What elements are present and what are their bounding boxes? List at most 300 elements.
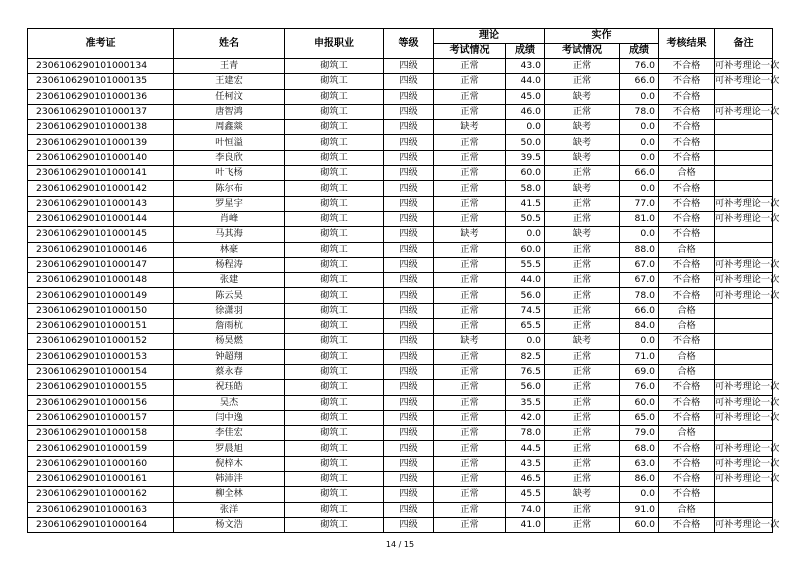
level-cell: 四级 [384,150,434,165]
remark-cell [715,181,773,196]
job-title-cell: 砌筑工 [285,89,384,104]
remark-cell: 可补考理论一次 [715,395,773,410]
remark-cell [715,89,773,104]
practice-status-cell: 正常 [545,349,620,364]
level-cell: 四级 [384,104,434,119]
candidate-id-cell: 2306106290101000145 [28,227,174,242]
candidate-id-cell: 2306106290101000147 [28,257,174,272]
candidate-name-cell: 李良欣 [174,150,285,165]
job-title-cell: 砌筑工 [285,364,384,379]
job-title-cell: 砌筑工 [285,426,384,441]
theory-score-cell: 45.5 [506,487,545,502]
candidate-name-cell: 吴杰 [174,395,285,410]
result-cell: 合格 [659,319,715,334]
level-cell: 四级 [384,288,434,303]
practice-status-cell: 正常 [545,502,620,517]
result-cell: 合格 [659,242,715,257]
theory-status-cell: 正常 [434,426,506,441]
practice-score-cell: 65.0 [620,410,659,425]
theory-status-cell: 正常 [434,380,506,395]
candidate-id-cell: 2306106290101000136 [28,89,174,104]
candidate-id-cell: 2306106290101000157 [28,410,174,425]
practice-score-cell: 67.0 [620,257,659,272]
candidate-name-cell: 闫中逸 [174,410,285,425]
candidate-name-cell: 韩沛沣 [174,472,285,487]
remark-cell [715,334,773,349]
practice-status-cell: 缺考 [545,89,620,104]
table-row [28,456,773,471]
candidate-id-cell: 2306106290101000154 [28,364,174,379]
table-body [28,59,780,533]
candidate-id-cell: 2306106290101000159 [28,441,174,456]
candidate-id-cell: 2306106290101000140 [28,150,174,165]
remark-cell: 可补考理论一次 [715,257,773,272]
practice-status-cell: 正常 [545,395,620,410]
result-cell: 合格 [659,426,715,441]
remark-cell [715,150,773,165]
remark-cell [715,303,773,318]
practice-status-cell: 正常 [545,196,620,211]
candidate-id-cell: 2306106290101000153 [28,349,174,364]
theory-status-cell: 正常 [434,456,506,471]
remark-cell: 可补考理论一次 [715,104,773,119]
practice-status-cell: 缺考 [545,334,620,349]
table-row [28,487,773,502]
theory-status-cell: 正常 [434,74,506,89]
candidate-id-cell: 2306106290101000137 [28,104,174,119]
practice-status-cell: 正常 [545,426,620,441]
theory-score-cell: 35.5 [506,395,545,410]
candidate-name-cell: 杨文浩 [174,517,285,532]
practice-score-cell: 78.0 [620,104,659,119]
practice-score-cell: 71.0 [620,349,659,364]
theory-status-cell: 正常 [434,166,506,181]
candidate-id-cell: 2306106290101000152 [28,334,174,349]
table-row [28,472,773,487]
result-cell: 不合格 [659,89,715,104]
result-cell: 合格 [659,502,715,517]
level-cell: 四级 [384,89,434,104]
practice-status-cell: 正常 [545,303,620,318]
theory-status-cell: 缺考 [434,227,506,242]
candidate-id-cell: 2306106290101000150 [28,303,174,318]
results-table [27,28,780,533]
job-title-cell: 砌筑工 [285,242,384,257]
remark-cell: 可补考理论一次 [715,273,773,288]
table-row [28,502,773,517]
table-row [28,349,773,364]
practice-status-cell: 正常 [545,59,620,74]
theory-score-cell: 41.0 [506,517,545,532]
level-cell: 四级 [384,242,434,257]
result-cell: 不合格 [659,196,715,211]
result-cell: 不合格 [659,517,715,532]
remark-cell [715,487,773,502]
header-theory-status: 考试情况 [434,44,506,59]
level-cell: 四级 [384,364,434,379]
job-title-cell: 砌筑工 [285,196,384,211]
job-title-cell: 砌筑工 [285,517,384,532]
table-row [28,211,773,226]
practice-score-cell: 60.0 [620,395,659,410]
candidate-name-cell: 杨昊燃 [174,334,285,349]
theory-score-cell: 60.0 [506,242,545,257]
table-row [28,364,773,379]
result-cell: 不合格 [659,211,715,226]
practice-status-cell: 缺考 [545,150,620,165]
theory-status-cell: 正常 [434,59,506,74]
theory-score-cell: 78.0 [506,426,545,441]
theory-status-cell: 正常 [434,395,506,410]
table-row [28,257,773,272]
level-cell: 四级 [384,456,434,471]
remark-cell: 可补考理论一次 [715,74,773,89]
practice-status-cell: 缺考 [545,181,620,196]
candidate-id-cell: 2306106290101000142 [28,181,174,196]
job-title-cell: 砌筑工 [285,59,384,74]
level-cell: 四级 [384,334,434,349]
job-title-cell: 砌筑工 [285,120,384,135]
page-number: 14 / 15 [385,540,415,549]
theory-score-cell: 0.0 [506,120,545,135]
job-title-cell: 砌筑工 [285,441,384,456]
theory-score-cell: 50.5 [506,211,545,226]
level-cell: 四级 [384,196,434,211]
theory-status-cell: 缺考 [434,334,506,349]
practice-status-cell: 缺考 [545,487,620,502]
candidate-name-cell: 王建宏 [174,74,285,89]
candidate-name-cell: 杨程涛 [174,257,285,272]
job-title-cell: 砌筑工 [285,104,384,119]
practice-status-cell: 正常 [545,211,620,226]
table-row [28,181,773,196]
remark-cell [715,120,773,135]
candidate-name-cell: 叶恒溢 [174,135,285,150]
level-cell: 四级 [384,319,434,334]
candidate-id-cell: 2306106290101000156 [28,395,174,410]
practice-score-cell: 0.0 [620,135,659,150]
theory-status-cell: 正常 [434,364,506,379]
candidate-name-cell: 祝珏皓 [174,380,285,395]
result-cell: 不合格 [659,74,715,89]
candidate-id-cell: 2306106290101000135 [28,74,174,89]
practice-score-cell: 66.0 [620,74,659,89]
practice-status-cell: 正常 [545,441,620,456]
header-name: 姓名 [174,29,285,59]
theory-score-cell: 58.0 [506,181,545,196]
header-result: 考核结果 [659,29,715,59]
result-cell: 不合格 [659,257,715,272]
table-row [28,441,773,456]
practice-status-cell: 缺考 [545,120,620,135]
header-practice-status: 考试情况 [545,44,620,59]
candidate-name-cell: 柳全林 [174,487,285,502]
theory-status-cell: 正常 [434,472,506,487]
practice-status-cell: 正常 [545,472,620,487]
header-job: 申报职业 [285,29,384,59]
practice-status-cell: 正常 [545,257,620,272]
practice-score-cell: 76.0 [620,380,659,395]
candidate-name-cell: 罗晨旭 [174,441,285,456]
level-cell: 四级 [384,380,434,395]
result-cell: 不合格 [659,120,715,135]
theory-score-cell: 44.0 [506,273,545,288]
practice-score-cell: 84.0 [620,319,659,334]
theory-score-cell: 46.0 [506,104,545,119]
remark-cell: 可补考理论一次 [715,196,773,211]
header-id: 准考证 [28,29,174,59]
theory-score-cell: 74.5 [506,303,545,318]
candidate-name-cell: 陈云昊 [174,288,285,303]
result-cell: 不合格 [659,150,715,165]
candidate-id-cell: 2306106290101000144 [28,211,174,226]
level-cell: 四级 [384,472,434,487]
theory-score-cell: 60.0 [506,166,545,181]
level-cell: 四级 [384,211,434,226]
theory-status-cell: 正常 [434,303,506,318]
remark-cell [715,349,773,364]
job-title-cell: 砌筑工 [285,166,384,181]
candidate-name-cell: 张洋 [174,502,285,517]
candidate-name-cell: 肖峰 [174,211,285,226]
level-cell: 四级 [384,181,434,196]
remark-cell [715,227,773,242]
practice-status-cell: 正常 [545,364,620,379]
table-row [28,303,773,318]
theory-status-cell: 正常 [434,273,506,288]
remark-cell: 可补考理论一次 [715,59,773,74]
remark-cell: 可补考理论一次 [715,211,773,226]
job-title-cell: 砌筑工 [285,380,384,395]
practice-status-cell: 正常 [545,456,620,471]
practice-score-cell: 91.0 [620,502,659,517]
candidate-id-cell: 2306106290101000161 [28,472,174,487]
theory-score-cell: 42.0 [506,410,545,425]
theory-score-cell: 44.0 [506,74,545,89]
theory-status-cell: 缺考 [434,120,506,135]
table-row [28,426,773,441]
level-cell: 四级 [384,135,434,150]
result-cell: 不合格 [659,273,715,288]
remark-cell [715,319,773,334]
practice-score-cell: 88.0 [620,242,659,257]
table-row [28,380,773,395]
theory-status-cell: 正常 [434,517,506,532]
result-cell: 不合格 [659,441,715,456]
job-title-cell: 砌筑工 [285,227,384,242]
table-row [28,150,773,165]
theory-status-cell: 正常 [434,211,506,226]
level-cell: 四级 [384,502,434,517]
result-cell: 合格 [659,349,715,364]
candidate-name-cell: 詹雨杭 [174,319,285,334]
theory-status-cell: 正常 [434,441,506,456]
table-row [28,104,773,119]
result-cell: 不合格 [659,288,715,303]
result-cell: 不合格 [659,395,715,410]
practice-status-cell: 正常 [545,104,620,119]
theory-status-cell: 正常 [434,242,506,257]
candidate-name-cell: 唐智鸿 [174,104,285,119]
candidate-name-cell: 倪梓木 [174,456,285,471]
candidate-name-cell: 林豪 [174,242,285,257]
job-title-cell: 砌筑工 [285,410,384,425]
job-title-cell: 砌筑工 [285,303,384,318]
practice-score-cell: 69.0 [620,364,659,379]
table-row [28,89,773,104]
candidate-id-cell: 2306106290101000163 [28,502,174,517]
table-row [28,120,773,135]
practice-score-cell: 0.0 [620,150,659,165]
job-title-cell: 砌筑工 [285,456,384,471]
job-title-cell: 砌筑工 [285,74,384,89]
theory-status-cell: 正常 [434,487,506,502]
candidate-name-cell: 陈尔布 [174,181,285,196]
practice-status-cell: 正常 [545,517,620,532]
table-row [28,227,773,242]
candidate-id-cell: 2306106290101000160 [28,456,174,471]
practice-status-cell: 正常 [545,288,620,303]
remark-cell: 可补考理论一次 [715,410,773,425]
theory-score-cell: 41.5 [506,196,545,211]
level-cell: 四级 [384,349,434,364]
practice-score-cell: 78.0 [620,288,659,303]
practice-score-cell: 0.0 [620,227,659,242]
level-cell: 四级 [384,120,434,135]
remark-cell [715,364,773,379]
candidate-name-cell: 王青 [174,59,285,74]
practice-status-cell: 缺考 [545,135,620,150]
candidate-id-cell: 2306106290101000134 [28,59,174,74]
candidate-id-cell: 2306106290101000164 [28,517,174,532]
table-row [28,135,773,150]
practice-score-cell: 60.0 [620,517,659,532]
theory-status-cell: 正常 [434,196,506,211]
result-cell: 合格 [659,364,715,379]
result-cell: 不合格 [659,104,715,119]
result-cell: 合格 [659,166,715,181]
job-title-cell: 砌筑工 [285,211,384,226]
theory-status-cell: 正常 [434,150,506,165]
job-title-cell: 砌筑工 [285,395,384,410]
result-cell: 不合格 [659,59,715,74]
level-cell: 四级 [384,410,434,425]
theory-status-cell: 正常 [434,89,506,104]
theory-status-cell: 正常 [434,181,506,196]
job-title-cell: 砌筑工 [285,288,384,303]
candidate-id-cell: 2306106290101000149 [28,288,174,303]
candidate-name-cell: 周鑫燚 [174,120,285,135]
header-practice: 实作 [545,29,659,44]
practice-status-cell: 缺考 [545,227,620,242]
remark-cell: 可补考理论一次 [715,380,773,395]
candidate-name-cell: 马其海 [174,227,285,242]
header-practice-score: 成绩 [620,44,659,59]
practice-status-cell: 正常 [545,166,620,181]
candidate-id-cell: 2306106290101000158 [28,426,174,441]
job-title-cell: 砌筑工 [285,181,384,196]
job-title-cell: 砌筑工 [285,273,384,288]
table-row [28,395,773,410]
theory-status-cell: 正常 [434,135,506,150]
job-title-cell: 砌筑工 [285,349,384,364]
practice-score-cell: 81.0 [620,211,659,226]
result-cell: 不合格 [659,334,715,349]
header-theory-score: 成绩 [506,44,545,59]
remark-cell: 可补考理论一次 [715,288,773,303]
level-cell: 四级 [384,74,434,89]
theory-score-cell: 45.0 [506,89,545,104]
practice-score-cell: 86.0 [620,472,659,487]
remark-cell [715,242,773,257]
result-cell: 合格 [659,303,715,318]
candidate-id-cell: 2306106290101000139 [28,135,174,150]
table-row [28,196,773,211]
level-cell: 四级 [384,227,434,242]
theory-score-cell: 0.0 [506,227,545,242]
remark-cell [715,135,773,150]
level-cell: 四级 [384,257,434,272]
candidate-name-cell: 李佳宏 [174,426,285,441]
job-title-cell: 砌筑工 [285,502,384,517]
theory-score-cell: 56.0 [506,380,545,395]
candidate-name-cell: 任柯汶 [174,89,285,104]
result-cell: 不合格 [659,456,715,471]
table-row [28,410,773,425]
practice-score-cell: 0.0 [620,487,659,502]
remark-cell [715,502,773,517]
candidate-name-cell: 蔡永春 [174,364,285,379]
table-row [28,273,773,288]
level-cell: 四级 [384,426,434,441]
job-title-cell: 砌筑工 [285,135,384,150]
table-row [28,334,773,349]
theory-status-cell: 正常 [434,104,506,119]
header-level: 等级 [384,29,434,59]
theory-status-cell: 正常 [434,349,506,364]
table-row [28,288,773,303]
candidate-name-cell: 钟超翔 [174,349,285,364]
practice-status-cell: 正常 [545,380,620,395]
remark-cell: 可补考理论一次 [715,472,773,487]
theory-score-cell: 56.0 [506,288,545,303]
theory-score-cell: 44.5 [506,441,545,456]
result-cell: 不合格 [659,472,715,487]
table-row [28,166,773,181]
theory-status-cell: 正常 [434,257,506,272]
practice-status-cell: 正常 [545,74,620,89]
result-cell: 不合格 [659,487,715,502]
candidate-name-cell: 罗星宇 [174,196,285,211]
level-cell: 四级 [384,517,434,532]
candidate-id-cell: 2306106290101000146 [28,242,174,257]
job-title-cell: 砌筑工 [285,150,384,165]
table-row [28,319,773,334]
practice-score-cell: 68.0 [620,441,659,456]
remark-cell: 可补考理论一次 [715,517,773,532]
candidate-id-cell: 2306106290101000141 [28,166,174,181]
remark-cell: 可补考理论一次 [715,441,773,456]
level-cell: 四级 [384,441,434,456]
practice-score-cell: 66.0 [620,166,659,181]
table-row [28,242,773,257]
theory-status-cell: 正常 [434,319,506,334]
table-row [28,59,773,74]
level-cell: 四级 [384,59,434,74]
candidate-name-cell: 张建 [174,273,285,288]
theory-status-cell: 正常 [434,410,506,425]
job-title-cell: 砌筑工 [285,487,384,502]
